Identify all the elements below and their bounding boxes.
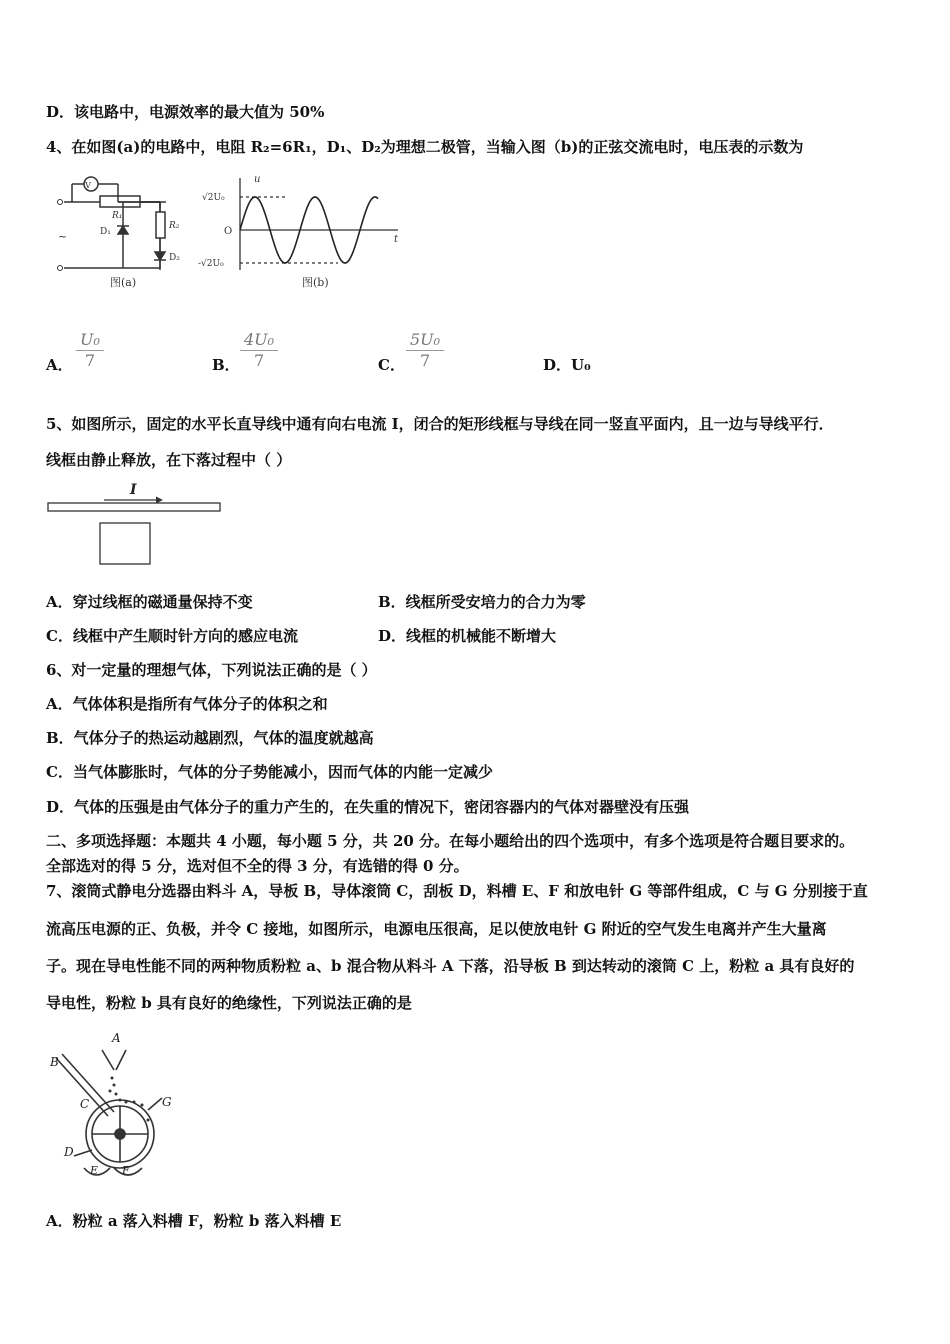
label-f: F bbox=[122, 1164, 130, 1177]
q6-option-d: D．气体的压强是由气体分子的重力产生的，在失重的情况下，密闭容器内的气体对器壁没有压强 bbox=[46, 798, 690, 816]
q4-option-d-label: D． bbox=[543, 356, 572, 374]
q4-option-a-label: A． bbox=[46, 356, 73, 374]
section2-line-1: 二、多项选择题：本题共 4 小题，每小题 5 分，共 20 分。在每小题给出的四个选项中，有多个选项是符合题目要求的。 bbox=[46, 832, 855, 850]
q7-separator-figure bbox=[44, 1028, 184, 1184]
q4-option-a-numerator: U₀ bbox=[76, 330, 104, 351]
figure-a-caption: 图(a) bbox=[110, 276, 137, 289]
q7-stem-line-1: 7、滚筒式静电分选器由料斗 A，导板 B，导体滚筒 C，刮板 D，料槽 E、F 和放电针 G 等部件组成，C 与 G 分别接于直 bbox=[46, 882, 868, 900]
q6-option-c: C．当气体膨胀时，气体的分子势能减小，因而气体的内能一定减少 bbox=[46, 763, 493, 781]
label-a: A bbox=[112, 1031, 121, 1045]
label-g: G bbox=[162, 1095, 172, 1109]
q4-option-b-label: B． bbox=[212, 356, 240, 374]
q7-stem-line-4: 导电性，粉粒 b 具有良好的绝缘性，下列说法正确的是 bbox=[46, 994, 412, 1012]
t-axis-label: t bbox=[394, 234, 399, 245]
q7-option-a: A．粉粒 a 落入料槽 F，粉粒 b 落入料槽 E bbox=[46, 1212, 342, 1230]
label-b: B bbox=[50, 1055, 59, 1069]
q5-figure bbox=[44, 478, 224, 570]
section2-line-2: 全部选对的得 5 分，选对但不全的得 3 分，有选错的得 0 分。 bbox=[46, 857, 469, 875]
label-c: C bbox=[80, 1097, 90, 1111]
q7-stem-line-3: 子。现在导电性能不同的两种物质粉粒 a、b 混合物从料斗 A 下落，沿导板 B 到达转动的滚筒 C 上，粉粒 a 具有良好的 bbox=[46, 957, 855, 975]
q7-stem-line-2: 流高压电源的正、负极，并令 C 接地，如图所示，电源电压很高，足以使放电针 G 附近的空气发生电离并产生大量离 bbox=[46, 920, 827, 938]
q4-option-c-label: C． bbox=[378, 356, 405, 374]
q5-stem-line-1: 5、如图所示，固定的水平长直导线中通有向右电流 I，闭合的矩形线框与导线在同一竖直平面内，且一边与导线平行． bbox=[46, 415, 834, 433]
q4-option-a-fraction bbox=[76, 330, 104, 371]
ac-source-label: ~ bbox=[58, 230, 68, 243]
q6-option-a: A．气体体积是指所有气体分子的体积之和 bbox=[46, 695, 328, 713]
q4-circuit-figure bbox=[48, 170, 193, 300]
straight-wire bbox=[48, 503, 220, 511]
label-e: E bbox=[90, 1164, 99, 1177]
d2-label: D₂ bbox=[169, 253, 180, 263]
q4-option-c-fraction bbox=[406, 330, 444, 371]
voltmeter-label: V bbox=[85, 181, 91, 190]
figure-b-caption: 图(b) bbox=[302, 276, 329, 289]
r2-label: R₂ bbox=[169, 221, 180, 231]
negative-peak-label: -√2U₀ bbox=[198, 259, 224, 269]
u-axis-label: u bbox=[254, 174, 261, 185]
q4-stem: 4、在如图(a)的电路中，电阻 R₂=6R₁，D₁、D₂为理想二极管，当输入图（b)的正弦交流电时，电压表的示数为 bbox=[46, 138, 804, 156]
q4-option-b-numerator: 4U₀ bbox=[240, 330, 278, 351]
q4-option-b-fraction bbox=[240, 330, 278, 371]
q4-option-a-denominator: 7 bbox=[84, 351, 96, 370]
q5-option-c: C．线框中产生顺时针方向的感应电流 bbox=[46, 627, 298, 645]
d1-label: D₁ bbox=[100, 227, 111, 237]
current-label: I bbox=[130, 482, 137, 498]
q5-option-a: A．穿过线框的磁通量保持不变 bbox=[46, 593, 253, 611]
origin-label: O bbox=[224, 226, 233, 237]
q4-option-d bbox=[543, 355, 591, 375]
q4-sine-figure bbox=[198, 170, 408, 300]
q6-option-b: B．气体分子的热运动越剧烈，气体的温度就越高 bbox=[46, 729, 374, 747]
q5-option-d: D．线框的机械能不断增大 bbox=[378, 627, 557, 645]
q4-option-b-denominator: 7 bbox=[253, 351, 265, 370]
r1-label: R₁ bbox=[112, 211, 123, 221]
q5-option-b: B．线框所受安培力的合力为零 bbox=[378, 593, 586, 611]
q4-option-c-denominator: 7 bbox=[419, 351, 431, 370]
q5-stem-line-2: 线框由静止释放，在下落过程中（ ） bbox=[46, 451, 292, 469]
positive-peak-label: √2U₀ bbox=[202, 193, 225, 203]
q6-stem: 6、对一定量的理想气体，下列说法正确的是（ ） bbox=[46, 661, 377, 679]
wire-loop bbox=[100, 523, 150, 564]
q4-option-c-numerator: 5U₀ bbox=[406, 330, 444, 351]
label-d: D bbox=[64, 1145, 74, 1159]
q3-option-d: D．该电路中，电源效率的最大值为 50% bbox=[46, 103, 325, 121]
q4-option-d-text: U₀ bbox=[571, 356, 591, 374]
